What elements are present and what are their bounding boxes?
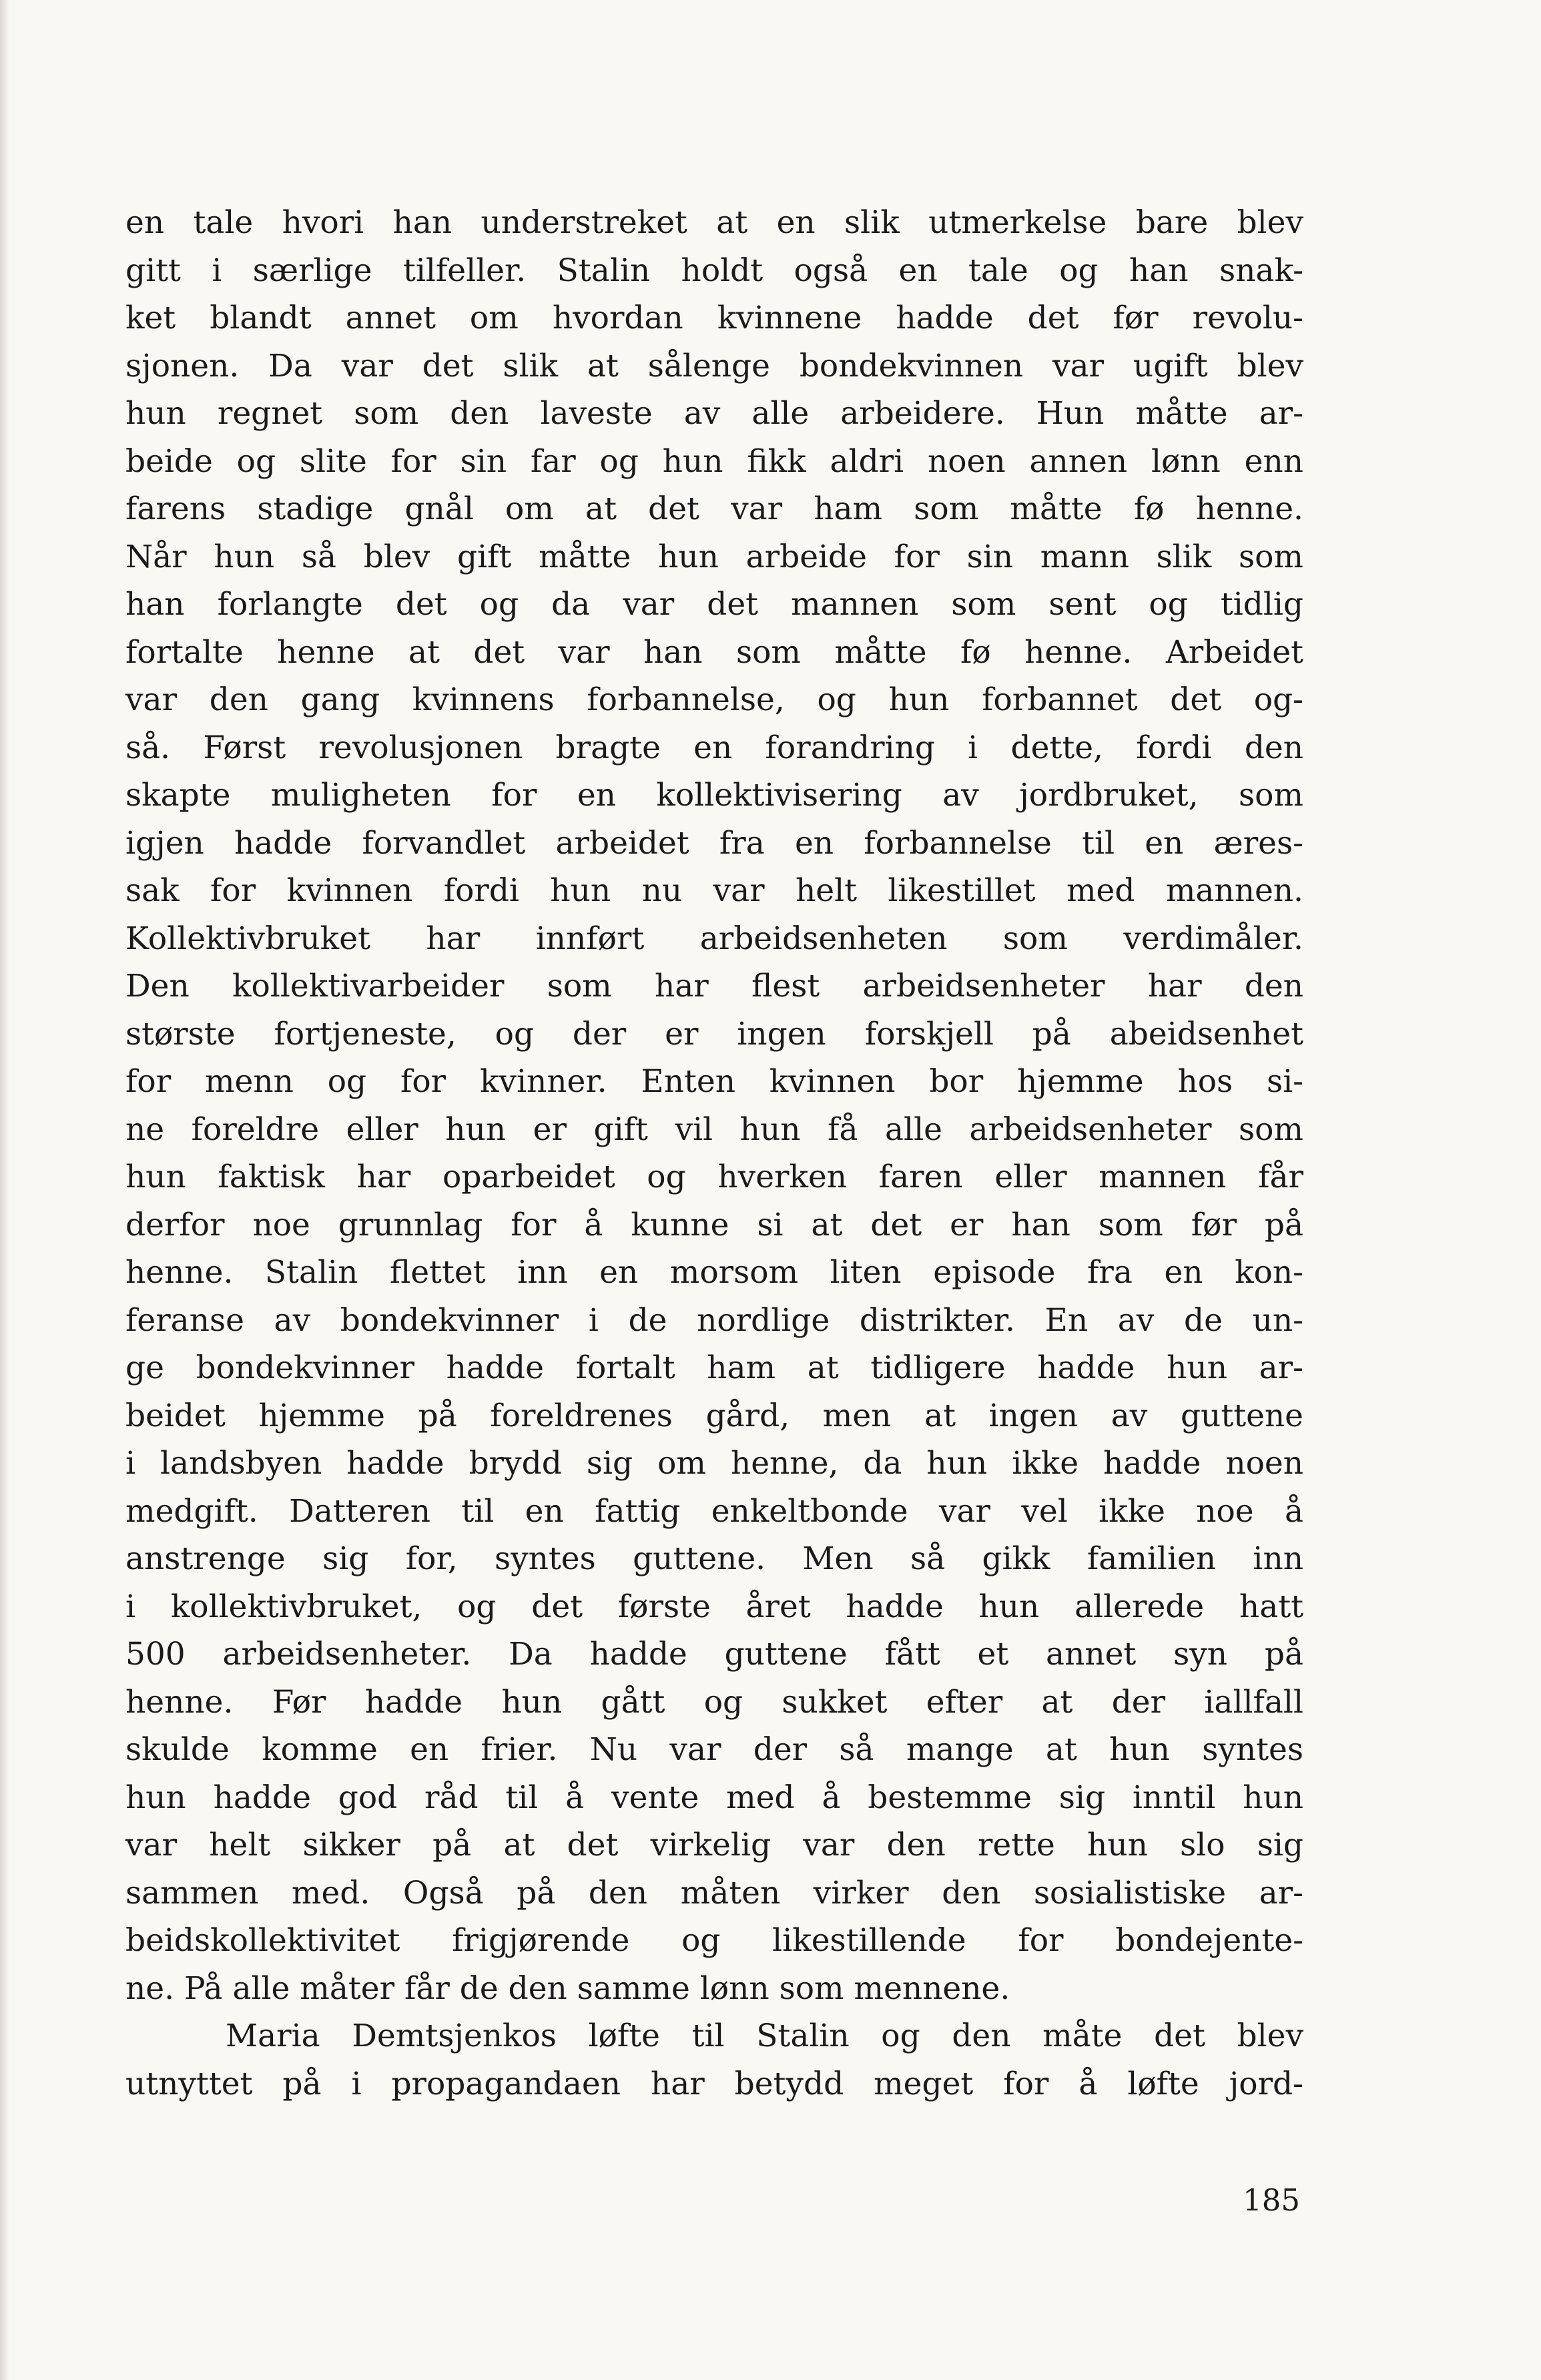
text-line: henne. Stalin flettet inn en morsom liten episode fra en kon- [125,1254,1303,1291]
text-line: for menn og for kvinner. Enten kvinnen bor hjemme hos si- [125,1063,1303,1100]
text-line: derfor noe grunnlag for å kunne si at det er han som før på [125,1206,1303,1243]
text-line: største fortjeneste, og der er ingen forskjell på abeidsenhet [125,1015,1303,1053]
text-line: skulde komme en frier. Nu var der så mange at hun syntes [125,1731,1303,1768]
text-line: sammen med. Også på den måten virker den sosialistiske ar- [125,1874,1303,1911]
text-line: ge bondekvinner hadde fortalt ham at tidligere hadde hun ar- [125,1350,1303,1386]
page-edge-shadow [0,0,9,2380]
text-line: Når hun så blev gift måtte hun arbeide for sin mann slik som [125,538,1303,575]
text-line: i kollektivbruket, og det første året hadde hun allerede hatt [125,1588,1303,1625]
text-line: hun hadde god råd til å vente med å bestemme sig inntil hun [125,1779,1303,1816]
text-line: en tale hvori han understreket at en slik utmerkelse bare blev [125,204,1303,241]
text-line: ne foreldre eller hun er gift vil hun få alle arbeidsenheter som [125,1111,1303,1148]
text-line: Maria Demtsjenkos løfte til Stalin og den måte det blev [226,2018,1303,2054]
text-line: igjen hadde forvandlet arbeidet fra en forbannelse til en æres- [125,824,1303,862]
text-line: farens stadige gnål om at det var ham som måtte fø henne. [125,491,1303,527]
text-line: sak for kvinnen fordi hun nu var helt likestillet med mannen. [125,872,1303,909]
text-line: Kollektivbruket har innført arbeidsenheten som verdimåler. [125,920,1303,957]
text-line: utnyttet på i propagandaen har betydd meget for å løfte jord- [125,2065,1303,2102]
body-text [125,199,1303,2108]
text-line: medgift. Datteren til en fattig enkeltbonde var vel ikke noe å [125,1492,1303,1530]
text-line: ket blandt annet om hvordan kvinnene hadde det før revolu- [125,300,1303,336]
text-line: han forlangte det og da var det mannen som sent og tidlig [125,586,1303,623]
text-line: i landsbyen hadde brydd sig om henne, da hun ikke hadde noen [125,1445,1303,1482]
text-line: gitt i særlige tilfeller. Stalin holdt også en tale og han snak- [125,252,1303,289]
text-line: skapte muligheten for en kollektivisering av jordbruket, som [125,777,1303,814]
text-line: beide og slite for sin far og hun fikk aldri noen annen lønn enn [125,442,1303,480]
text-line: Den kollektivarbeider som har flest arbeidsenheter har den [125,968,1303,1004]
text-line: 500 arbeidsenheter. Da hadde guttene fått et annet syn på [125,1636,1303,1673]
text-line: ne. På alle måter får de den samme lønn som mennene. [125,1970,1010,2007]
page-number: 185 [1243,2182,1300,2218]
text-line: fortalte henne at det var han som måtte fø henne. Arbeidet [125,633,1303,671]
text-line: hun regnet som den laveste av alle arbeidere. Hun måtte ar- [125,395,1303,432]
text-line: beidet hjemme på foreldrenes gård, men at ingen av guttene [125,1397,1303,1434]
text-line: sjonen. Da var det slik at sålenge bondekvinnen var ugift blev [125,347,1303,384]
text-line: var den gang kvinnens forbannelse, og hun forbannet det og- [125,681,1303,718]
text-line: så. Først revolusjonen bragte en forandring i dette, fordi den [125,729,1303,766]
text-line: hun faktisk har oparbeidet og hverken faren eller mannen får [125,1159,1303,1195]
text-line: feranse av bondekvinner i de nordlige distrikter. En av de un- [125,1301,1303,1339]
text-line: beidskollektivitet frigjørende og likestillende for bondejente- [125,1922,1303,1959]
text-line: anstrenge sig for, syntes guttene. Men så gikk familien inn [125,1540,1303,1577]
text-line: var helt sikker på at det virkelig var den rette hun slo sig [125,1827,1303,1863]
text-line: henne. Før hadde hun gått og sukket efter at der iallfall [125,1683,1303,1721]
